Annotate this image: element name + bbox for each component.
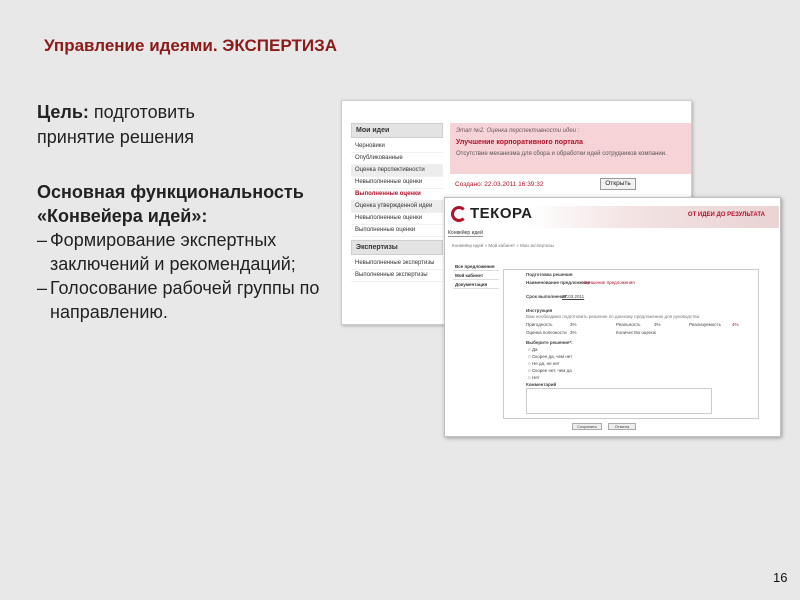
metric-label: Пригодность bbox=[526, 322, 553, 327]
slide-title: Управление идеями. ЭКСПЕРТИЗА bbox=[44, 36, 338, 55]
menu-item-documentation[interactable]: Документация bbox=[453, 280, 499, 289]
choice-label: Нет bbox=[531, 375, 540, 380]
proposal-link[interactable]: Улучшение предложения bbox=[582, 280, 635, 285]
logo bbox=[451, 205, 533, 222]
breadcrumb[interactable]: Конвейер идей » Мой кабинет » Мои экспертизы bbox=[452, 243, 554, 248]
metric-label: Оценка полезности bbox=[526, 330, 567, 335]
choice-radio[interactable]: ○ Нет bbox=[528, 375, 540, 380]
metric-label: Реальность bbox=[616, 322, 641, 327]
metric-value: 3% bbox=[570, 330, 577, 335]
decision-form bbox=[503, 269, 759, 419]
page-number: 16 bbox=[773, 570, 788, 585]
choice-label: Скорее да, чем нет bbox=[531, 354, 573, 359]
menu-item-my-cabinet[interactable]: Мой кабинет bbox=[453, 271, 499, 280]
header-banner bbox=[529, 206, 779, 228]
functionality-block bbox=[37, 180, 327, 324]
slogan: ОТ ИДЕИ ДО РЕЗУЛЬТАТА bbox=[687, 212, 765, 218]
metric-value: 3% bbox=[570, 322, 577, 327]
metric-label: Реализуемость bbox=[689, 322, 721, 327]
sidebar-item-pending-2[interactable]: Невыполненные оценки bbox=[351, 213, 443, 225]
functionality-heading: Основная функциональность «Конвейера идей»: bbox=[37, 182, 304, 226]
sidebar-item-done-2[interactable]: Выполненные оценки bbox=[351, 225, 443, 237]
logo-icon bbox=[451, 206, 467, 222]
expertise-header[interactable]: Экспертизы bbox=[351, 240, 443, 255]
open-button[interactable]: Открыть bbox=[600, 178, 636, 190]
logo-text: ТЕКОРА bbox=[470, 205, 533, 222]
deadline-value: 27.03.2011 bbox=[562, 294, 585, 299]
form-title: Подготовка решения bbox=[526, 272, 573, 277]
metric-value: 4% bbox=[732, 322, 739, 327]
idea-title[interactable]: Улучшение корпоративного портала bbox=[456, 139, 583, 146]
sidebar-item-pending-expertise[interactable]: Невыполненные экспертизы bbox=[351, 258, 443, 270]
cancel-button[interactable]: Отмена bbox=[608, 423, 636, 430]
choice-label: Да bbox=[531, 347, 538, 352]
my-ideas-header[interactable]: Мои идеи bbox=[351, 123, 443, 138]
bullet-text: Формирование экспертных заключений и рекомендаций; bbox=[50, 230, 296, 274]
sidebar-item-done[interactable]: Выполненные оценки bbox=[351, 189, 443, 201]
choice-radio[interactable]: ○ Скорее да, чем нет bbox=[528, 354, 573, 359]
save-button[interactable]: Сохранить bbox=[572, 423, 602, 430]
deadline-label: Срок выполнения: bbox=[526, 294, 568, 299]
goal-label: Цель: bbox=[37, 102, 89, 122]
left-menu bbox=[453, 262, 499, 289]
idea-description: Отсутствие механизма для сбора и обработки идей сотрудников компании. bbox=[456, 151, 667, 157]
goal-value: подготовить принятие решения bbox=[37, 102, 195, 147]
choice-radio[interactable]: ○ Да bbox=[528, 347, 538, 352]
expertise-form-screenshot bbox=[444, 197, 781, 437]
proposal-label: Наименование предложения: bbox=[526, 280, 592, 285]
choice-label: Не да, не нет bbox=[531, 361, 560, 366]
created-date: Создано: 22.03.2011 16:39:32 bbox=[455, 181, 544, 188]
goal-text bbox=[37, 100, 277, 150]
bullet-item: – Голосование рабочей группы по направлению. bbox=[37, 276, 327, 324]
ideas-sidebar bbox=[351, 123, 443, 282]
sidebar-item-drafts[interactable]: Черновики bbox=[351, 141, 443, 153]
choice-radio[interactable]: ○ Не да, не нет bbox=[528, 361, 560, 366]
sidebar-item-done-expertise[interactable]: Выполненные экспертизы bbox=[351, 270, 443, 282]
sidebar-item-published[interactable]: Опубликованные bbox=[351, 153, 443, 165]
metric-label: Количество оценок bbox=[616, 330, 656, 335]
comment-textarea[interactable] bbox=[526, 388, 712, 414]
menu-item-all-proposals[interactable]: Все предложения bbox=[453, 262, 499, 271]
instruction-text: Вам необходимо подготовить решение по данному предложению для руководства bbox=[526, 314, 700, 319]
choice-label: Скорее нет, чем да bbox=[531, 368, 572, 373]
instruction-heading: Инструкция bbox=[526, 308, 553, 313]
choice-heading: Выберите решение*: bbox=[526, 340, 573, 345]
sidebar-item-assessment[interactable]: Оценка перспективности bbox=[351, 165, 443, 177]
bullet-item: – Формирование экспертных заключений и рекомендаций; bbox=[37, 228, 327, 276]
sidebar-item-approved-assessment[interactable]: Оценка утвержденной идеи bbox=[351, 201, 443, 213]
bullet-text: Голосование рабочей группы по направлению. bbox=[50, 278, 320, 322]
choice-radio[interactable]: ○ Скорее нет, чем да bbox=[528, 368, 572, 373]
comment-label: Комментарий bbox=[526, 382, 557, 387]
sidebar-item-pending[interactable]: Невыполненные оценки bbox=[351, 177, 443, 189]
tab-ideas-pipeline[interactable]: Конвейер идей bbox=[448, 230, 483, 236]
metric-value: 3% bbox=[654, 322, 661, 327]
idea-card bbox=[450, 123, 692, 174]
stage-label: Этап №2. Оценка перспективности идеи : bbox=[456, 128, 580, 134]
